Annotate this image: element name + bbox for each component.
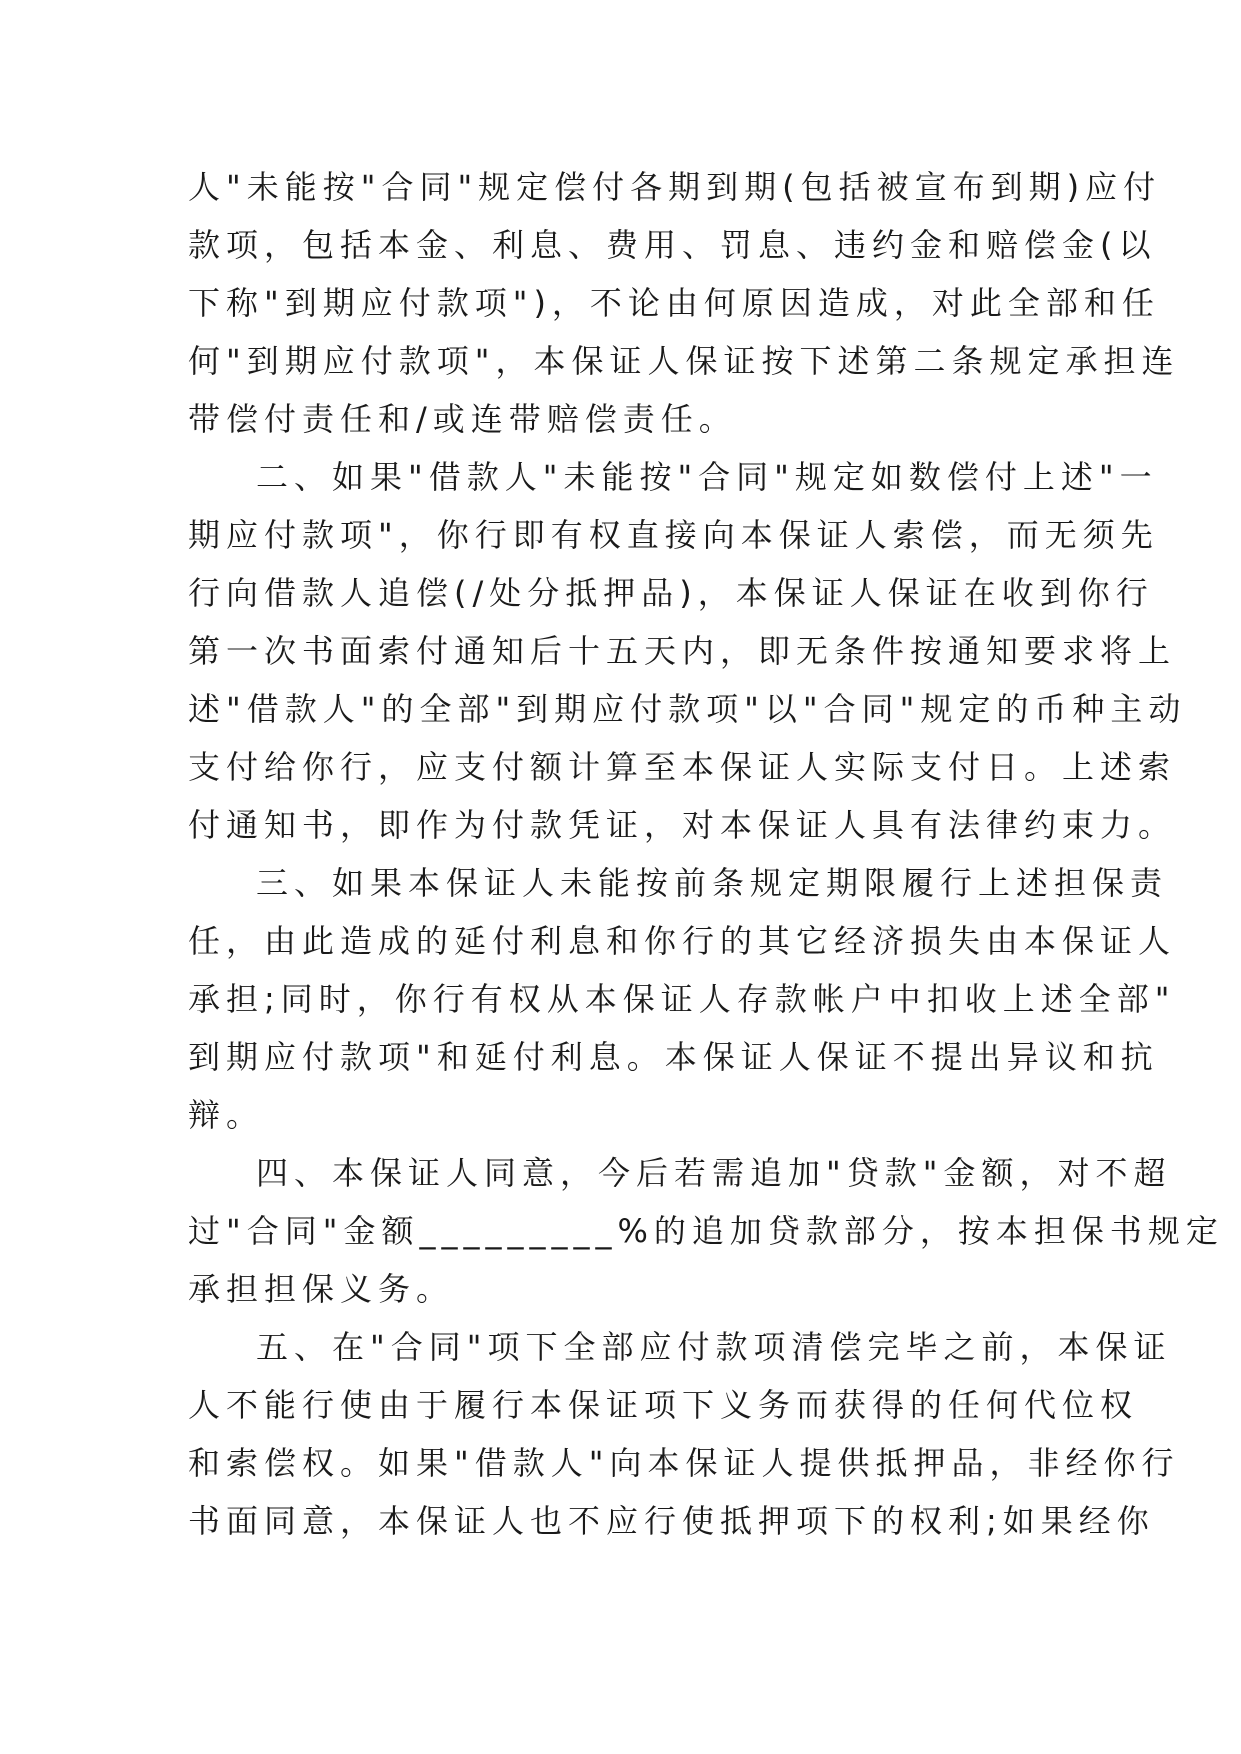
text-line: 何"到期应付款项"，本保证人保证按下述第二条规定承担连 (188, 342, 1180, 380)
text-line: 述"借款人"的全部"到期应付款项"以"合同"规定的币种主动 (188, 690, 1187, 728)
text-line: 期应付款项"，你行即有权直接向本保证人索偿，而无须先 (188, 516, 1159, 554)
paragraph-start-line: 三、如果本保证人未能按前条规定期限履行上述担保责 (256, 864, 1169, 902)
text-line: 过"合同"金额_________%的追加贷款部分，按本担保书规定 (188, 1212, 1224, 1250)
paragraph-start-line: 二、如果"借款人"未能按"合同"规定如数偿付上述"一 (256, 458, 1158, 496)
text-line: 带偿付责任和/或连带赔偿责任。 (188, 400, 737, 438)
text-line: 人"未能按"合同"规定偿付各期到期(包括被宣布到期)应付 (188, 168, 1162, 206)
document-body (188, 158, 1224, 1550)
text-line: 书面同意，本保证人也不应行使抵押项下的权利;如果经你 (188, 1502, 1155, 1540)
text-line: 付通知书，即作为付款凭证，对本保证人具有法律约束力。 (188, 806, 1177, 844)
paragraph-start-line: 五、在"合同"项下全部应付款项清偿完毕之前，本保证 (256, 1328, 1172, 1366)
text-line: 承担担保义务。 (188, 1270, 455, 1308)
text-line: 到期应付款项"和延付利息。本保证人保证不提出异议和抗 (188, 1038, 1159, 1076)
text-line: 下称"到期应付款项")，不论由何原因造成，对此全部和任 (188, 284, 1160, 322)
paragraph-start-line: 四、本保证人同意，今后若需追加"贷款"金额，对不超 (256, 1154, 1172, 1192)
text-line: 任，由此造成的延付利息和你行的其它经济损失由本保证人 (188, 922, 1177, 960)
text-line: 辩。 (188, 1096, 265, 1134)
text-line: 和索偿权。如果"借款人"向本保证人提供抵押品，非经你行 (188, 1444, 1180, 1482)
text-line: 承担;同时，你行有权从本保证人存款帐户中扣收上述全部" (188, 980, 1176, 1018)
text-line: 支付给你行，应支付额计算至本保证人实际支付日。上述索 (188, 748, 1177, 786)
text-line: 款项，包括本金、利息、费用、罚息、违约金和赔偿金(以 (188, 226, 1157, 264)
text-line: 行向借款人追偿(/处分抵押品)，本保证人保证在收到你行 (188, 574, 1154, 612)
text-line: 第一次书面索付通知后十五天内，即无条件按通知要求将上 (188, 632, 1177, 670)
text-line: 人不能行使由于履行本保证项下义务而获得的任何代位权 (188, 1386, 1139, 1424)
